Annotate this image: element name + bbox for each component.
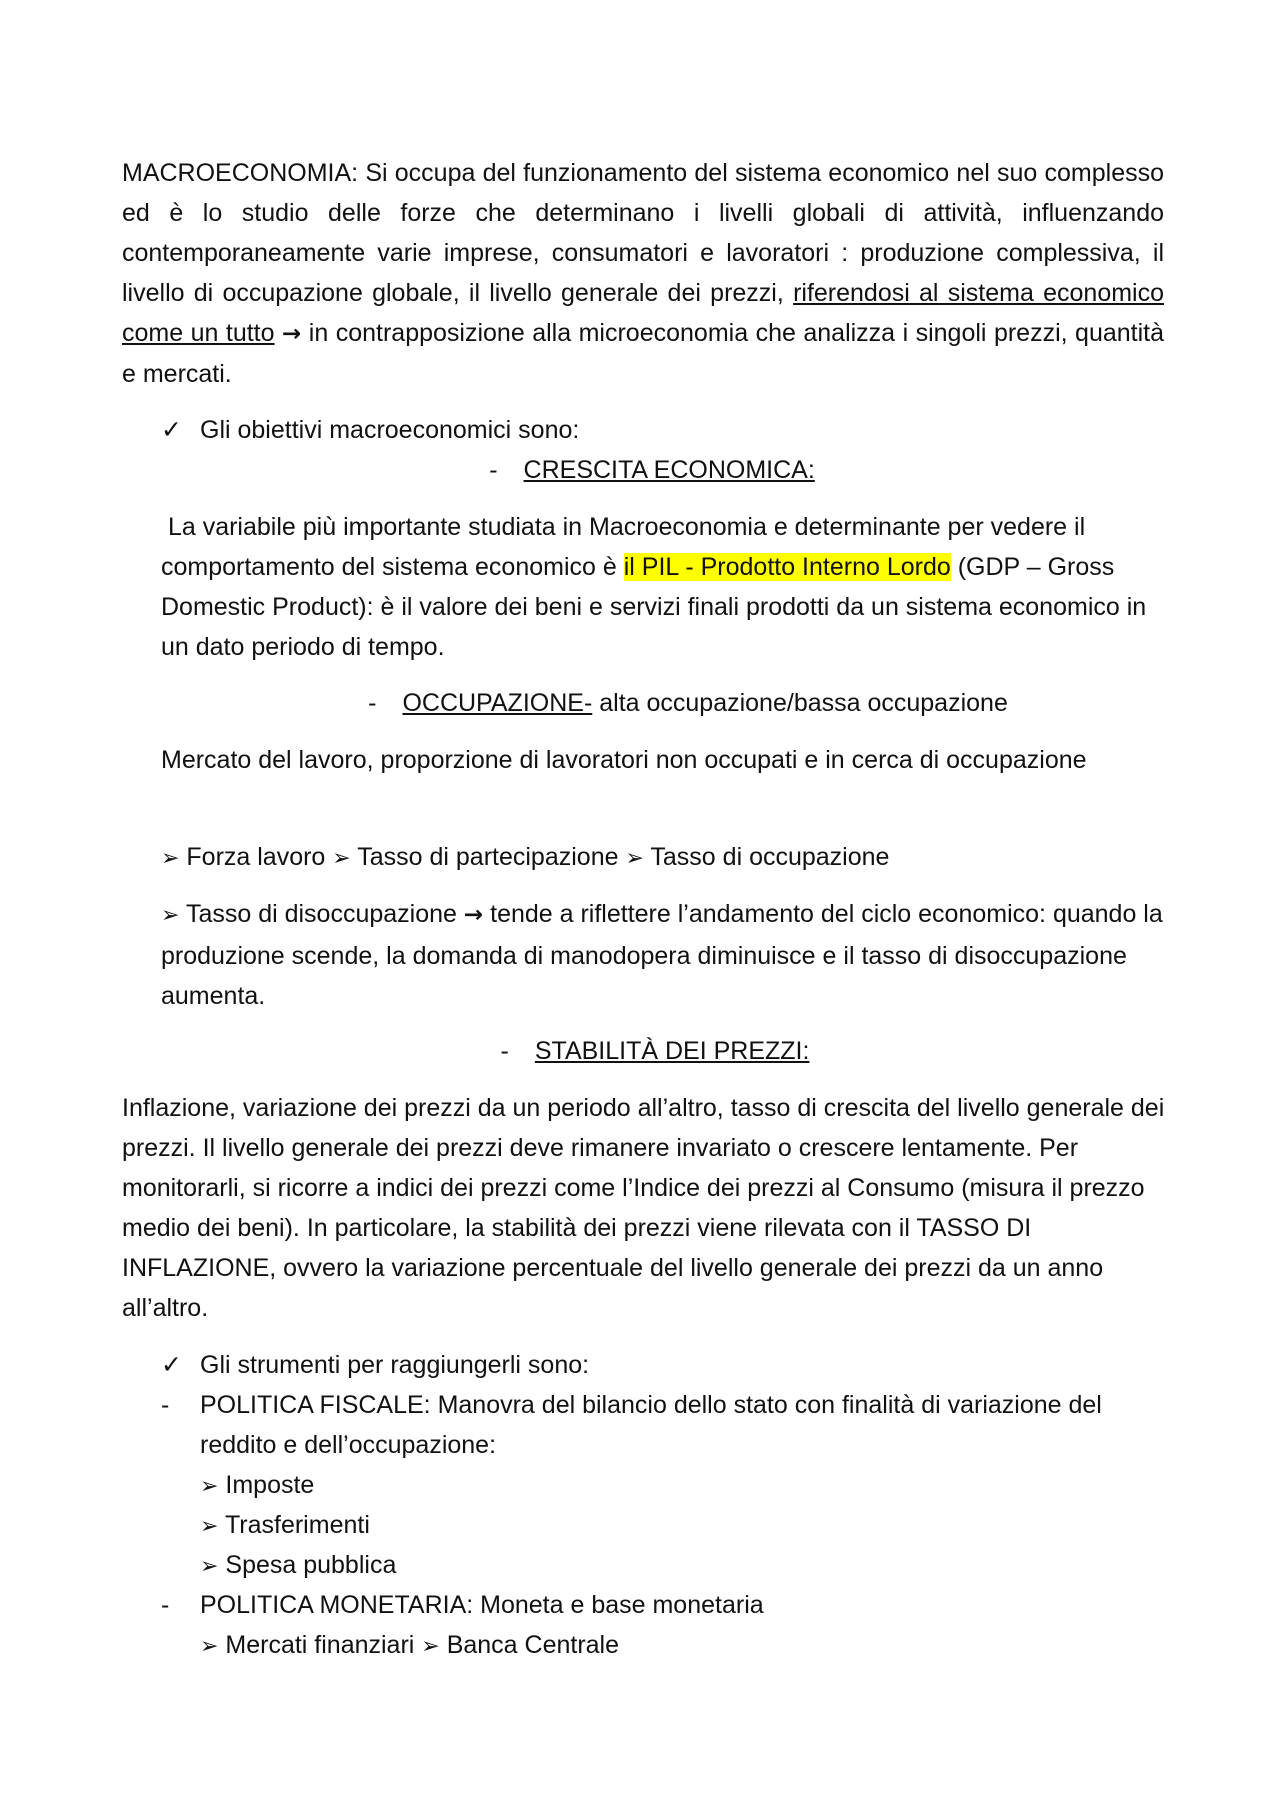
arrowhead-bullet-icon: ➢ [200,1474,219,1499]
dash-bullet: - [368,689,377,717]
item-tasso-occupazione: Tasso di occupazione [650,843,890,871]
occupazione-subheading: alta occupazione/bassa occupazione [599,689,1008,717]
arrowhead-bullet-icon: ➢ [625,846,644,871]
item-tasso-partecipazione: Tasso di partecipazione [357,843,619,871]
politica-fiscale-text: POLITICA FISCALE: Manovra del bilancio dello stato con finalità di variazione del reddito e dell’occupazione: [200,1391,1102,1459]
item-mercati-finanziari: Mercati finanziari [225,1631,415,1659]
politica-monetaria-text: POLITICA MONETARIA: Moneta e base monetaria [200,1591,764,1619]
item-forza-lavoro: Forza lavoro [186,843,326,871]
intro-underlined: riferendosi al sistema economico come un tutto [122,279,1164,347]
occupazione-heading: OCCUPAZIONE- [402,689,593,717]
occupazione-heading-line [0,683,1280,723]
crescita-text-before: La variabile più importante studiata in Macroeconomia e determinante per vedere il comportamento del sistema economico è [161,513,1086,581]
pil-highlight: il PIL - Prodotto Interno Lordo [623,553,951,581]
dash-bullet: - [500,1037,509,1065]
crescita-heading: CRESCITA ECONOMICA: [523,456,815,484]
arrowhead-bullet-icon: ➢ [421,1634,440,1659]
arrowhead-bullet-icon: ➢ [200,1554,219,1579]
stabilita-heading: STABILITÀ DEI PREZZI: [534,1037,810,1065]
item-banca-centrale: Banca Centrale [446,1631,620,1659]
fiscale-item [200,1545,1175,1587]
dash-bullet: - [489,456,498,484]
intro-lead: MACROECONOMIA: Si occupa del funzionamento del sistema economico nel suo complesso ed è lo studio delle forze che determinano i livelli globali di attività, influenzando contemporaneamente varie imprese, consumatori e lavoratori : produzione complessiva, il livello di occupazione globale, il livello generale dei prezzi, [122,159,1164,307]
tools-title: Gli strumenti per raggiungerli sono: [200,1351,590,1379]
occupazione-paragraph: Mercato del lavoro, proporzione di lavoratori non occupati e in cerca di occupazione [161,746,1087,774]
arrow-right-icon: → [463,902,484,928]
dash-bullet: - [161,1591,170,1619]
disoccupazione-text: tende a riflettere l’andamento del ciclo economico: quando la produzione scende, la domanda di manodopera diminuisce e il tasso di disoccupazione aumenta. [161,900,1163,1010]
arrowhead-bullet-icon: ➢ [161,846,180,871]
crescita-heading-line [0,450,1280,490]
monetaria-items-line [200,1625,1175,1667]
item-spesa-pubblica: Spesa pubblica [225,1551,397,1579]
intro-paragraph [122,153,1164,394]
occupazione-items-line [161,837,1171,879]
arrow-right-icon: → [282,321,302,347]
item-trasferimenti: Trasferimenti [224,1511,370,1539]
crescita-paragraph [161,507,1171,667]
objectives-title: Gli obiettivi macroeconomici sono: [200,416,580,444]
crescita-text-after: (GDP – Gross Domestic Product): è il valore dei beni e servizi finali prodotti da un sistema economico in un dato periodo di tempo. [161,553,1147,661]
check-icon: ✓ [161,1351,182,1379]
disoccupazione-label: Tasso di disoccupazione [185,900,457,928]
intro-tail: in contrapposizione alla microeconomia che analizza i singoli prezzi, quantità e mercati. [122,319,1165,388]
stabilita-heading-line [0,1031,1280,1071]
stabilita-paragraph: Inflazione, variazione dei prezzi da un periodo all’altro, tasso di crescita del livello generale dei prezzi. Il livello generale dei prezzi deve rimanere invariato o crescere lentamente. Per monitorarli, si ricorre a indici dei prezzi come l’Indice dei prezzi al Consumo (misura il prezzo medio dei beni). In particolare, la stabilità dei prezzi viene rilevata con il TASSO DI INFLAZIONE, ovvero la variazione percentuale del livello generale dei prezzi da un anno all’altro. [122,1094,1165,1322]
fiscale-item [200,1465,1175,1507]
arrowhead-bullet-icon: ➢ [200,1634,219,1659]
arrowhead-bullet-icon: ➢ [200,1514,219,1539]
fiscale-item [200,1505,1175,1547]
dash-bullet: - [161,1391,170,1419]
disoccupazione-paragraph [161,894,1171,1016]
arrowhead-bullet-icon: ➢ [161,903,180,928]
item-imposte: Imposte [225,1471,315,1499]
check-icon: ✓ [161,416,182,444]
arrowhead-bullet-icon: ➢ [332,846,351,871]
